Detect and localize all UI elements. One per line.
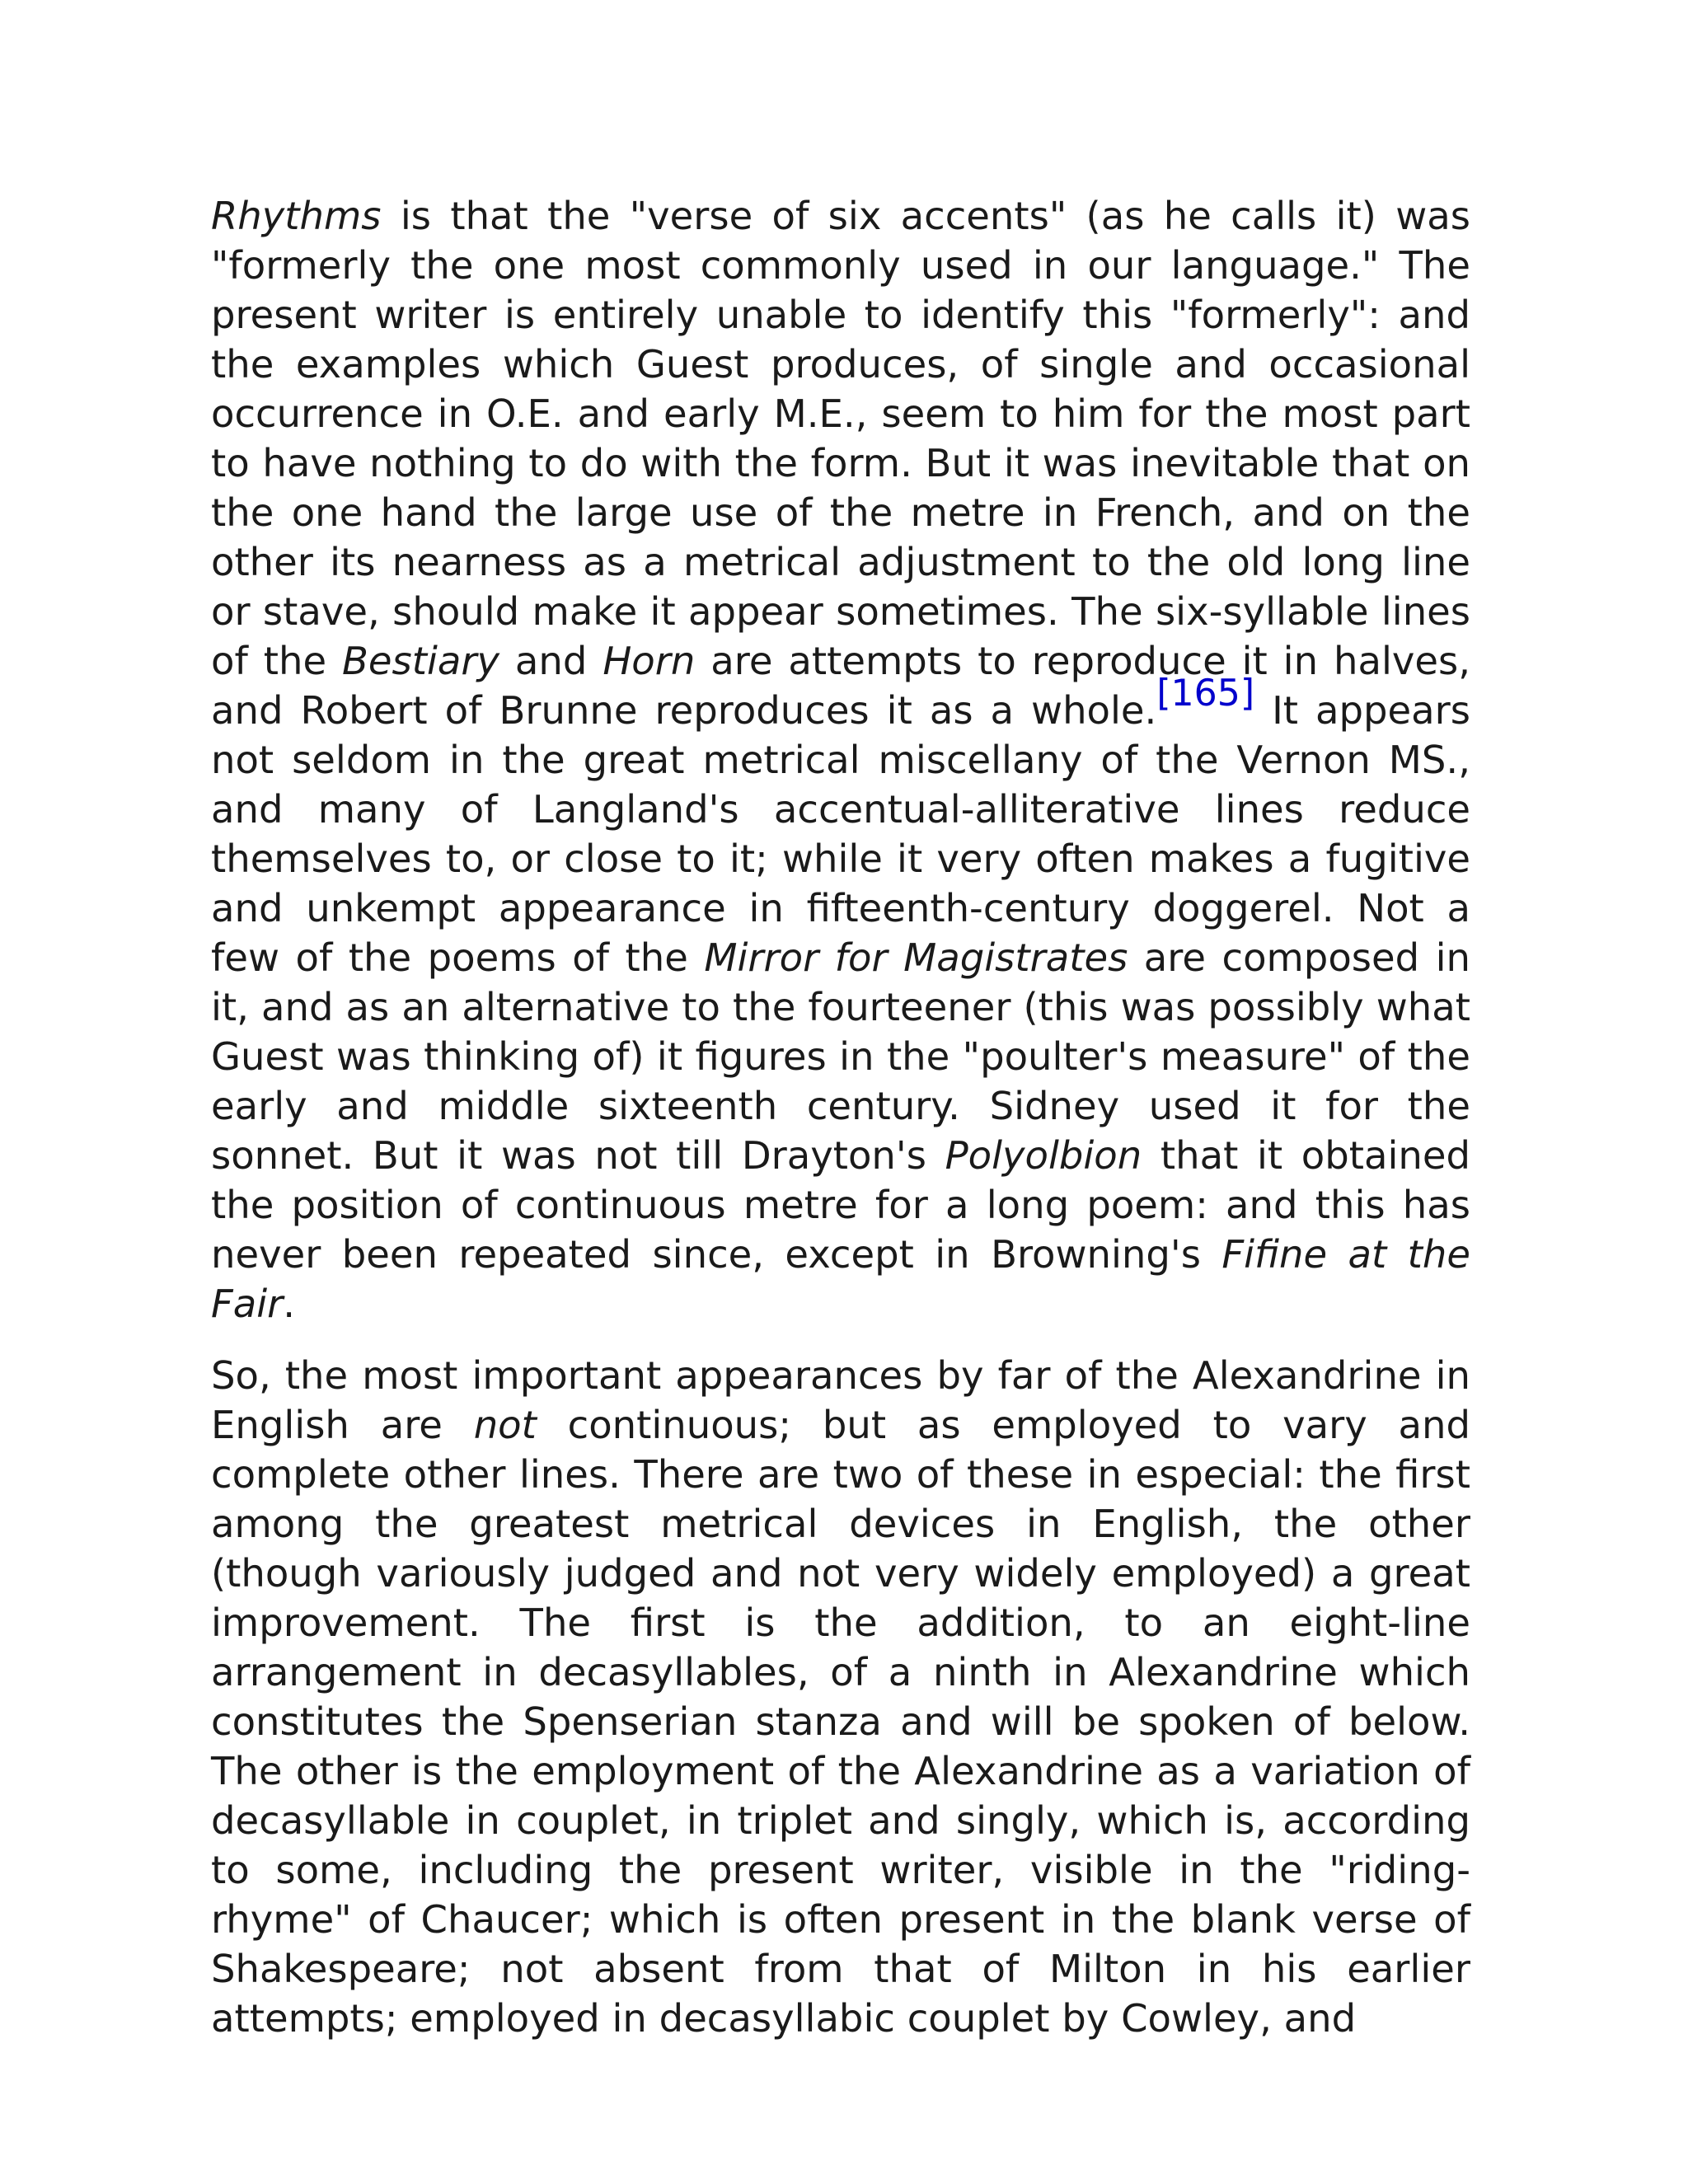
paragraph-1-text: It appears not seldom in the great metrical miscellany of the Vernon MS., and many of Langland's accentual-alliterative lines reduce themselves to, or close to it; while it very often makes a fugitive and unkempt appearance in fifteenth-century doggerel. Not a few of the poems of the <box>211 688 1470 980</box>
paragraph-2-text: continuous; but as employed to vary and complete other lines. There are two of these in especial: the first among the greatest metrical devices in English, the other (though variously judged and not very widely employed) a great improvement. The first is the addition, to an eight-line arrangement in decasyllables, of a ninth in Alexandrine which constitutes the Spenserian stanza and will be spoken of below. The other is the employment of the Alexandrine as a variation of decasyllable in couplet, in triplet and singly, which is, according to some, including the present writer, visible in the "riding-rhyme" of Chaucer; which is often present in the blank verse of Shakespeare; not absent from that of Milton in his earlier attempts; employed in decasyllabic couplet by Cowley, and <box>211 1403 1470 2041</box>
paragraph-1-text: and <box>499 639 603 683</box>
footnote-link-165[interactable]: [165] <box>1156 672 1255 715</box>
work-title-rhythms: Rhythms <box>211 194 382 238</box>
work-title-mirror-for-magistrates: Mirror for Magistrates <box>704 935 1128 980</box>
work-title-horn: Horn <box>603 639 696 683</box>
paragraph-2 <box>211 1351 1470 2043</box>
paragraph-1-text: are composed in it, and as an alternative to the fourteener (this was possibly what Guest was thinking of) it figures in the "poulter's measure" of the early and middle sixteenth century. Sidney used it for the sonnet. But it was not till Drayton's <box>211 935 1471 1178</box>
paragraph-2-text: So, the most important appearances by far of the Alexandrine in English are <box>211 1353 1470 1447</box>
work-title-fifine-at-the-fair: Fifine at the Fair <box>211 1232 1470 1326</box>
work-title-polyolbion: Polyolbion <box>945 1133 1142 1178</box>
page-body <box>211 191 1470 2043</box>
paragraph-1-text: that it obtained the position of continuous metre for a long poem: and this has never been repeated since, except in Browning's <box>211 1133 1470 1277</box>
paragraph-1-text: are attempts to reproduce it in halves, and Robert of Brunne reproduces it as a whole. <box>211 639 1471 733</box>
work-title-bestiary: Bestiary <box>341 639 500 683</box>
paragraph-1 <box>211 191 1470 1329</box>
emphasis-not: not <box>473 1403 537 1447</box>
paragraph-1-text: . <box>283 1282 296 1326</box>
paragraph-1-text: is that the "verse of six accents" (as he calls it) was "formerly the one most commonly used in our language." The present writer is entirely unable to identify this "formerly": and the examples which Guest produces, of single and occasional occurrence in O.E. and early M.E., seem to him for the most part to have nothing to do with the form. But it was inevitable that on the one hand the large use of the metre in French, and on the other its nearness as a metrical adjustment to the old long line or stave, should make it appear sometimes. The six-syllable lines of the <box>211 194 1470 683</box>
